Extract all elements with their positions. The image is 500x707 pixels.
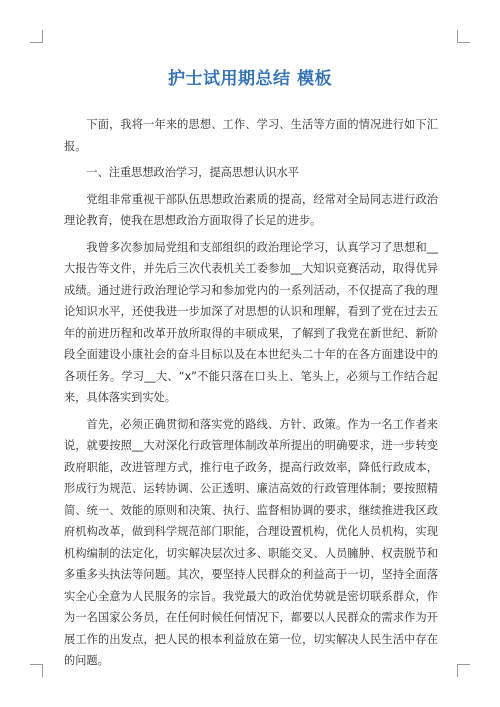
crop-mark-bottom-left — [30, 664, 43, 677]
paragraph: 我曾多次参加局党组和支部组织的政治理论学习，认真学习了思想和__大报告等文件，并先后三次代表机关工委参加__大知识竞赛活动，取得优异成绩。通过进行政治理论学习和参加党内的一系列活动，不仅提高了我的理论知识水平，还使我进一步加深了对思想的认识和理解，看到了党在过去五年的前进历程和改革开放所取得的丰硕成果，了解到了我党在新世纪、新阶段全面建设小康社会的奋斗目标以及在本世纪头二十年的在各方面建设中的各项任务。学习__大、“x”不能只落在口头上、笔头上，必须与工作结合起来，具体落实到实处。 — [64, 240, 438, 404]
document-body — [64, 114, 438, 677]
crop-mark-top-left — [30, 30, 43, 43]
crop-mark-bottom-right — [457, 664, 470, 677]
paragraph-intro: 下面，我将一年来的思想、工作、学习、生活等方面的情况进行如下汇报。 — [64, 118, 438, 153]
paragraph: 首先，必须正确贯彻和落实党的路线、方针、政策。作为一名工作者来说，就要按照__大对深化行政管理体制改革所提出的明确要求，进一步转变政府职能，改进管理方式，推行电子政务，提高行政效率，降低行政成本，形成行为规范、运转协调、公正透明、廉洁高效的行政管理体制；要按照精简、统一、效能的原则和决策、执行、监督相协调的要求，继续推进我区政府机构改革，做到科学规范部门职能，合理设置机构，优化人员机构，实现机构编制的法定化，切实解决层次过多、职能交叉、人员臃肿、权责脱节和多重多头执法等问题。其次，要坚持人民群众的利益高于一切，坚持全面落实全心全意为人民服务的宗旨。我党最大的政治优势就是密切联系群众，作为一名国家公务员，在任何时候任何情况下，都要以人民群众的需求作为开展工作的出发点，把人民的根本利益放在第一位，切实解决人民生活中存在的问题。 — [64, 417, 438, 667]
section-heading-1: 一、注重思想政治学习，提高思想认识水平 — [86, 166, 299, 179]
document-title: 护士试用期总结 模板 — [168, 69, 332, 89]
paragraph: 党组非常重视干部队伍思想政治素质的提高，经常对全局同志进行政治理论教育，使我在思想政治方面取得了长足的进步。 — [64, 192, 438, 227]
crop-mark-top-right — [457, 30, 470, 43]
